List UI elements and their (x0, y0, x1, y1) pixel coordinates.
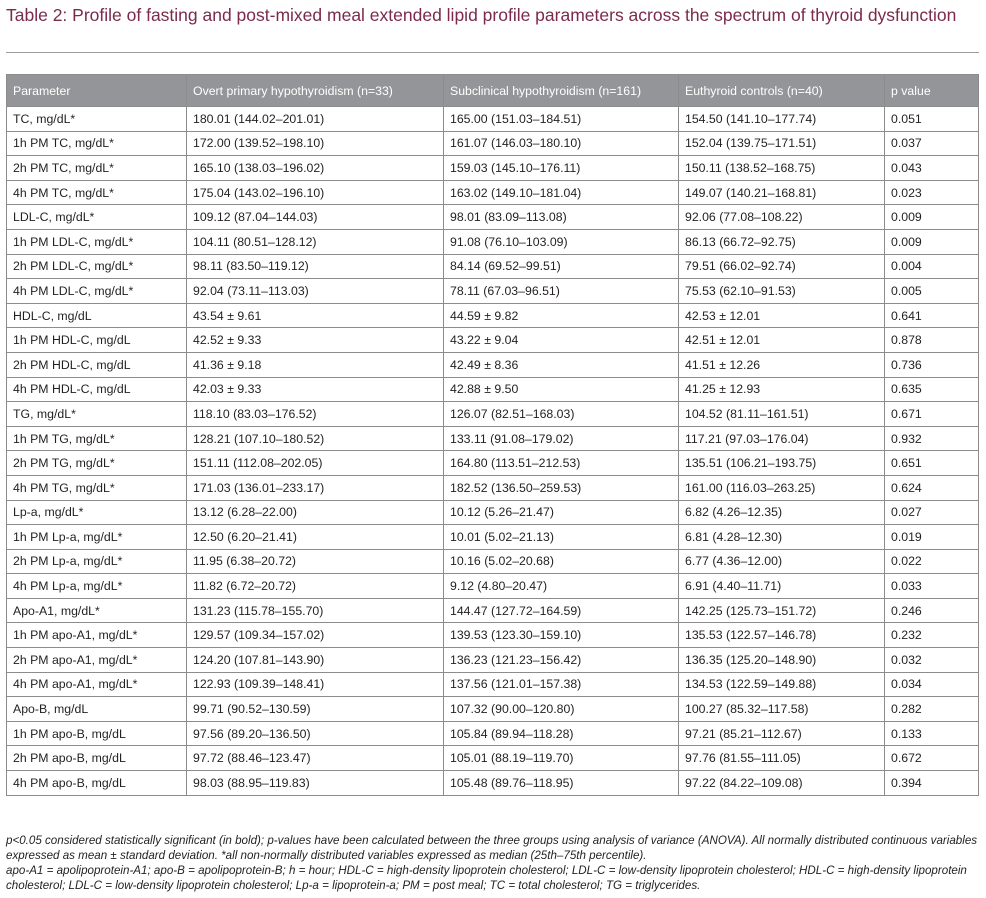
cell-overt-hypothyroidism: 11.82 (6.72–20.72) (187, 574, 444, 599)
cell-parameter: 2h PM apo-A1, mg/dL* (7, 648, 187, 673)
cell-euthyroid-controls: 136.35 (125.20–148.90) (679, 648, 885, 673)
table-row (7, 254, 979, 279)
table-row (7, 771, 979, 796)
table-row (7, 475, 979, 500)
cell-euthyroid-controls: 6.91 (4.40–11.71) (679, 574, 885, 599)
cell-p-value: 0.878 (885, 328, 979, 353)
table-row (7, 229, 979, 254)
cell-euthyroid-controls: 75.53 (62.10–91.53) (679, 279, 885, 304)
cell-euthyroid-controls: 135.53 (122.57–146.78) (679, 623, 885, 648)
table-row (7, 352, 979, 377)
cell-euthyroid-controls: 97.22 (84.22–109.08) (679, 771, 885, 796)
table-row (7, 697, 979, 722)
cell-subclinical-hypothyroidism: 10.01 (5.02–21.13) (444, 525, 679, 550)
cell-overt-hypothyroidism: 118.10 (83.03–176.52) (187, 402, 444, 427)
cell-p-value: 0.641 (885, 303, 979, 328)
table-row (7, 156, 979, 181)
table-title: Table 2: Profile of fasting and post-mixed meal extended lipid profile parameters across the spectrum of thyroid dysfunction (6, 5, 957, 25)
cell-subclinical-hypothyroidism: 10.12 (5.26–21.47) (444, 500, 679, 525)
table-row (7, 672, 979, 697)
cell-parameter: 1h PM apo-B, mg/dL (7, 721, 187, 746)
cell-subclinical-hypothyroidism: 42.49 ± 8.36 (444, 352, 679, 377)
lipid-profile-table (6, 74, 979, 796)
header-euthyroid-controls: Euthyroid controls (n=40) (679, 75, 885, 107)
cell-overt-hypothyroidism: 151.11 (112.08–202.05) (187, 451, 444, 476)
cell-subclinical-hypothyroidism: 105.48 (89.76–118.95) (444, 771, 679, 796)
table-row (7, 721, 979, 746)
cell-euthyroid-controls: 79.51 (66.02–92.74) (679, 254, 885, 279)
table-row (7, 328, 979, 353)
cell-euthyroid-controls: 134.53 (122.59–149.88) (679, 672, 885, 697)
cell-subclinical-hypothyroidism: 105.84 (89.94–118.28) (444, 721, 679, 746)
cell-p-value: 0.651 (885, 451, 979, 476)
cell-euthyroid-controls: 149.07 (140.21–168.81) (679, 180, 885, 205)
cell-overt-hypothyroidism: 124.20 (107.81–143.90) (187, 648, 444, 673)
cell-p-value: 0.005 (885, 279, 979, 304)
cell-parameter: 2h PM HDL-C, mg/dL (7, 352, 187, 377)
table-row (7, 648, 979, 673)
table-row (7, 746, 979, 771)
cell-euthyroid-controls: 97.76 (81.55–111.05) (679, 746, 885, 771)
cell-p-value: 0.232 (885, 623, 979, 648)
cell-p-value: 0.022 (885, 549, 979, 574)
cell-overt-hypothyroidism: 42.03 ± 9.33 (187, 377, 444, 402)
cell-subclinical-hypothyroidism: 164.80 (113.51–212.53) (444, 451, 679, 476)
cell-euthyroid-controls: 86.13 (66.72–92.75) (679, 229, 885, 254)
cell-subclinical-hypothyroidism: 136.23 (121.23–156.42) (444, 648, 679, 673)
cell-subclinical-hypothyroidism: 165.00 (151.03–184.51) (444, 107, 679, 132)
cell-overt-hypothyroidism: 98.03 (88.95–119.83) (187, 771, 444, 796)
cell-p-value: 0.624 (885, 475, 979, 500)
cell-overt-hypothyroidism: 165.10 (138.03–196.02) (187, 156, 444, 181)
cell-parameter: 4h PM TC, mg/dL* (7, 180, 187, 205)
cell-subclinical-hypothyroidism: 105.01 (88.19–119.70) (444, 746, 679, 771)
cell-parameter: 4h PM LDL-C, mg/dL* (7, 279, 187, 304)
cell-overt-hypothyroidism: 122.93 (109.39–148.41) (187, 672, 444, 697)
cell-euthyroid-controls: 97.21 (85.21–112.67) (679, 721, 885, 746)
cell-overt-hypothyroidism: 171.03 (136.01–233.17) (187, 475, 444, 500)
cell-subclinical-hypothyroidism: 182.52 (136.50–259.53) (444, 475, 679, 500)
cell-overt-hypothyroidism: 97.72 (88.46–123.47) (187, 746, 444, 771)
header-p-value: p value (885, 75, 979, 107)
table-row (7, 500, 979, 525)
cell-subclinical-hypothyroidism: 161.07 (146.03–180.10) (444, 131, 679, 156)
cell-p-value: 0.635 (885, 377, 979, 402)
cell-parameter: TG, mg/dL* (7, 402, 187, 427)
cell-euthyroid-controls: 41.51 ± 12.26 (679, 352, 885, 377)
table-row (7, 402, 979, 427)
cell-overt-hypothyroidism: 175.04 (143.02–196.10) (187, 180, 444, 205)
cell-subclinical-hypothyroidism: 43.22 ± 9.04 (444, 328, 679, 353)
table-row (7, 131, 979, 156)
cell-parameter: Apo-B, mg/dL (7, 697, 187, 722)
cell-subclinical-hypothyroidism: 98.01 (83.09–113.08) (444, 205, 679, 230)
cell-p-value: 0.033 (885, 574, 979, 599)
cell-overt-hypothyroidism: 172.00 (139.52–198.10) (187, 131, 444, 156)
cell-p-value: 0.394 (885, 771, 979, 796)
cell-euthyroid-controls: 104.52 (81.11–161.51) (679, 402, 885, 427)
cell-euthyroid-controls: 154.50 (141.10–177.74) (679, 107, 885, 132)
cell-parameter: 2h PM LDL-C, mg/dL* (7, 254, 187, 279)
cell-p-value: 0.672 (885, 746, 979, 771)
table-row (7, 451, 979, 476)
cell-parameter: 4h PM Lp-a, mg/dL* (7, 574, 187, 599)
table-row (7, 279, 979, 304)
cell-p-value: 0.004 (885, 254, 979, 279)
cell-overt-hypothyroidism: 129.57 (109.34–157.02) (187, 623, 444, 648)
table-row (7, 426, 979, 451)
cell-parameter: Lp-a, mg/dL* (7, 500, 187, 525)
cell-p-value: 0.027 (885, 500, 979, 525)
cell-overt-hypothyroidism: 97.56 (89.20–136.50) (187, 721, 444, 746)
cell-p-value: 0.051 (885, 107, 979, 132)
cell-parameter: 1h PM apo-A1, mg/dL* (7, 623, 187, 648)
cell-parameter: 4h PM TG, mg/dL* (7, 475, 187, 500)
cell-euthyroid-controls: 42.51 ± 12.01 (679, 328, 885, 353)
cell-subclinical-hypothyroidism: 42.88 ± 9.50 (444, 377, 679, 402)
header-overt-hypothyroidism: Overt primary hypothyroidism (n=33) (187, 75, 444, 107)
cell-overt-hypothyroidism: 131.23 (115.78–155.70) (187, 598, 444, 623)
cell-overt-hypothyroidism: 43.54 ± 9.61 (187, 303, 444, 328)
cell-p-value: 0.133 (885, 721, 979, 746)
cell-euthyroid-controls: 152.04 (139.75–171.51) (679, 131, 885, 156)
cell-parameter: 1h PM TC, mg/dL* (7, 131, 187, 156)
cell-p-value: 0.019 (885, 525, 979, 550)
footnote-statistics: p<0.05 considered statistically significant (in bold); p-values have been calculated between the three groups using analysis of variance (ANOVA). All normally distributed continuous variables expressed as mean ± standard deviation. *all non-normally distributed variables expressed as median (25th–75th percentile). (6, 834, 978, 862)
cell-p-value: 0.246 (885, 598, 979, 623)
cell-euthyroid-controls: 142.25 (125.73–151.72) (679, 598, 885, 623)
table-row (7, 377, 979, 402)
cell-subclinical-hypothyroidism: 133.11 (91.08–179.02) (444, 426, 679, 451)
cell-subclinical-hypothyroidism: 84.14 (69.52–99.51) (444, 254, 679, 279)
cell-euthyroid-controls: 6.81 (4.28–12.30) (679, 525, 885, 550)
cell-parameter: 2h PM TG, mg/dL* (7, 451, 187, 476)
cell-euthyroid-controls: 100.27 (85.32–117.58) (679, 697, 885, 722)
cell-parameter: HDL-C, mg/dL (7, 303, 187, 328)
cell-p-value: 0.032 (885, 648, 979, 673)
cell-euthyroid-controls: 150.11 (138.52–168.75) (679, 156, 885, 181)
table-header (7, 75, 979, 107)
cell-subclinical-hypothyroidism: 10.16 (5.02–20.68) (444, 549, 679, 574)
title-divider (6, 52, 979, 53)
cell-overt-hypothyroidism: 104.11 (80.51–128.12) (187, 229, 444, 254)
cell-subclinical-hypothyroidism: 44.59 ± 9.82 (444, 303, 679, 328)
table-row (7, 303, 979, 328)
header-subclinical-hypothyroidism: Subclinical hypothyroidism (n=161) (444, 75, 679, 107)
cell-overt-hypothyroidism: 128.21 (107.10–180.52) (187, 426, 444, 451)
cell-subclinical-hypothyroidism: 78.11 (67.03–96.51) (444, 279, 679, 304)
cell-parameter: TC, mg/dL* (7, 107, 187, 132)
cell-p-value: 0.009 (885, 205, 979, 230)
cell-euthyroid-controls: 161.00 (116.03–263.25) (679, 475, 885, 500)
cell-p-value: 0.043 (885, 156, 979, 181)
cell-p-value: 0.671 (885, 402, 979, 427)
cell-subclinical-hypothyroidism: 159.03 (145.10–176.11) (444, 156, 679, 181)
table-body (7, 107, 979, 796)
cell-euthyroid-controls: 135.51 (106.21–193.75) (679, 451, 885, 476)
cell-p-value: 0.037 (885, 131, 979, 156)
cell-subclinical-hypothyroidism: 107.32 (90.00–120.80) (444, 697, 679, 722)
cell-subclinical-hypothyroidism: 126.07 (82.51–168.03) (444, 402, 679, 427)
cell-overt-hypothyroidism: 42.52 ± 9.33 (187, 328, 444, 353)
cell-parameter: 4h PM HDL-C, mg/dL (7, 377, 187, 402)
header-parameter: Parameter (7, 75, 187, 107)
cell-overt-hypothyroidism: 41.36 ± 9.18 (187, 352, 444, 377)
cell-overt-hypothyroidism: 109.12 (87.04–144.03) (187, 205, 444, 230)
cell-euthyroid-controls: 92.06 (77.08–108.22) (679, 205, 885, 230)
cell-subclinical-hypothyroidism: 137.56 (121.01–157.38) (444, 672, 679, 697)
cell-euthyroid-controls: 41.25 ± 12.93 (679, 377, 885, 402)
cell-euthyroid-controls: 6.77 (4.36–12.00) (679, 549, 885, 574)
cell-parameter: 1h PM Lp-a, mg/dL* (7, 525, 187, 550)
footnote-abbreviations: apo-A1 = apolipoprotein-A1; apo-B = apolipoprotein-B; h = hour; HDL-C = high-density lipoprotein cholesterol; LDL-C = low-density lipoprotein cholesterol; HDL-C = high-density lipoprotein cholesterol; LDL-C = low-density lipoprotein cholesterol; Lp-a = lipoprotein-a; PM = post meal; TC = total cholesterol; TG = triglycerides. (6, 864, 967, 892)
cell-parameter: 1h PM TG, mg/dL* (7, 426, 187, 451)
table-row (7, 107, 979, 132)
cell-subclinical-hypothyroidism: 91.08 (76.10–103.09) (444, 229, 679, 254)
table-row (7, 598, 979, 623)
cell-parameter: 2h PM TC, mg/dL* (7, 156, 187, 181)
table-row (7, 549, 979, 574)
cell-p-value: 0.932 (885, 426, 979, 451)
cell-parameter: 4h PM apo-B, mg/dL (7, 771, 187, 796)
cell-p-value: 0.023 (885, 180, 979, 205)
cell-p-value: 0.736 (885, 352, 979, 377)
cell-subclinical-hypothyroidism: 9.12 (4.80–20.47) (444, 574, 679, 599)
cell-p-value: 0.282 (885, 697, 979, 722)
table-footnote (6, 833, 978, 893)
cell-euthyroid-controls: 6.82 (4.26–12.35) (679, 500, 885, 525)
cell-overt-hypothyroidism: 13.12 (6.28–22.00) (187, 500, 444, 525)
cell-subclinical-hypothyroidism: 144.47 (127.72–164.59) (444, 598, 679, 623)
cell-overt-hypothyroidism: 98.11 (83.50–119.12) (187, 254, 444, 279)
cell-euthyroid-controls: 42.53 ± 12.01 (679, 303, 885, 328)
cell-parameter: 2h PM Lp-a, mg/dL* (7, 549, 187, 574)
cell-subclinical-hypothyroidism: 139.53 (123.30–159.10) (444, 623, 679, 648)
cell-overt-hypothyroidism: 12.50 (6.20–21.41) (187, 525, 444, 550)
table-row (7, 525, 979, 550)
cell-overt-hypothyroidism: 99.71 (90.52–130.59) (187, 697, 444, 722)
cell-parameter: 4h PM apo-A1, mg/dL* (7, 672, 187, 697)
cell-p-value: 0.009 (885, 229, 979, 254)
cell-overt-hypothyroidism: 92.04 (73.11–113.03) (187, 279, 444, 304)
table-row (7, 205, 979, 230)
header-row (7, 75, 979, 107)
cell-parameter: Apo-A1, mg/dL* (7, 598, 187, 623)
cell-parameter: 2h PM apo-B, mg/dL (7, 746, 187, 771)
cell-subclinical-hypothyroidism: 163.02 (149.10–181.04) (444, 180, 679, 205)
table-row (7, 623, 979, 648)
table-row (7, 574, 979, 599)
cell-overt-hypothyroidism: 180.01 (144.02–201.01) (187, 107, 444, 132)
cell-parameter: 1h PM HDL-C, mg/dL (7, 328, 187, 353)
table-row (7, 180, 979, 205)
cell-p-value: 0.034 (885, 672, 979, 697)
cell-parameter: 1h PM LDL-C, mg/dL* (7, 229, 187, 254)
cell-parameter: LDL-C, mg/dL* (7, 205, 187, 230)
cell-euthyroid-controls: 117.21 (97.03–176.04) (679, 426, 885, 451)
cell-overt-hypothyroidism: 11.95 (6.38–20.72) (187, 549, 444, 574)
